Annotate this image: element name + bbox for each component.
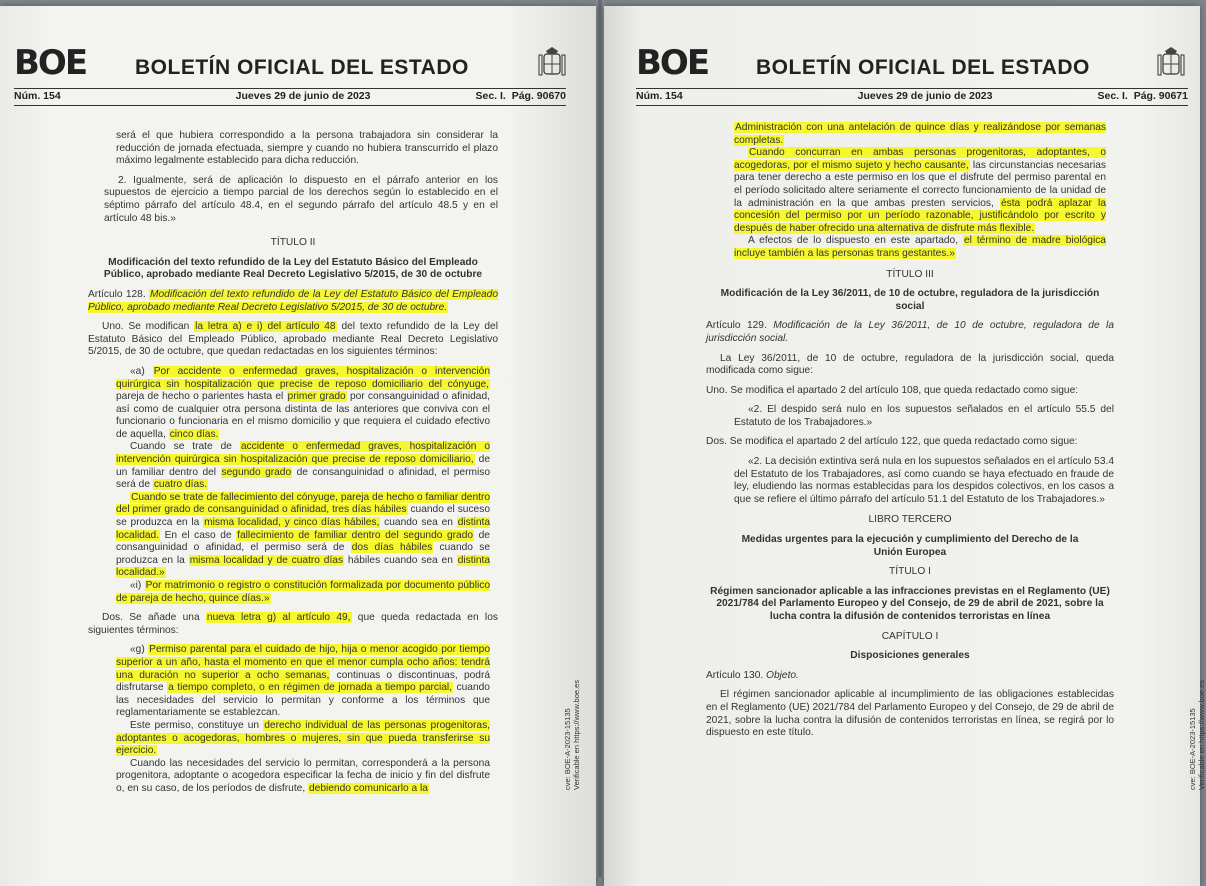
article-130: Artículo 130. Objeto. (706, 669, 799, 681)
issue-number: Núm. 154 (636, 90, 683, 102)
header-rule-bottom (636, 105, 1188, 106)
page-gutter (596, 0, 604, 877)
right-page (604, 6, 1206, 886)
header-rule (636, 88, 1188, 89)
quote-block (706, 122, 1114, 261)
paragraph: Cuando se trate de accidente o enfermedad graves, hospitalización o intervención quirúrgica sin hospitalización que precise de reposo domiciliario, de un familiar dentro del segundo grado de consanguinidad o afinidad, el permiso será de cuatro días. (116, 441, 490, 491)
section-title: TÍTULO I (889, 566, 931, 578)
masthead-title: BOLETÍN OFICIAL DEL ESTADO (135, 56, 469, 79)
paragraph: «a) Por accidente o enfermedad graves, hospitalización o intervención quirúrgica sin hospitalización que precise de reposo domiciliario del cónyuge, pareja de hecho o parientes hasta el primer grado por consanguinidad o afinidad, así como de cualquier otra persona distinta de las anteriores que conviva con el funcionario o funcionaria en el mismo domicilio y que requiera el cuidado efectivo de aquella, cinco días. (116, 365, 490, 440)
book-heading: Medidas urgentes para la ejecución y cumplimiento del Derecho de la Unión Europea (741, 534, 1079, 558)
boe-logo: BOE (636, 43, 709, 83)
quote-block (88, 644, 498, 795)
chapter-title: CAPÍTULO I (881, 630, 939, 642)
cve-note: cve: BOE-A-2023-15135 Verificable en https://www.boe.es (1188, 679, 1206, 790)
header-row (636, 90, 1188, 102)
issue-number: Núm. 154 (14, 90, 61, 102)
paragraph: «i) Por matrimonio o registro o constitución formalizada por documento público de pareja de hecho, quince días.» (116, 580, 490, 604)
paragraph: «2. La decisión extintiva será nula en los supuestos señalados en el artículo 53.4 del Estatuto de los Trabajadores, así como cuando se haya efectuado en fraude de ley, eludiendo las normas establecidas para los despidos colectivos, en los casos a que se refiere el último párrafo del artículo 51.1 del Estatuto de los Trabajadores.» (734, 456, 1114, 505)
quote-block (88, 366, 498, 605)
section-heading: Régimen sancionador aplicable a las infracciones previstas en el Reglamento (UE) 2021/784 del Parlamento Europeo y del Consejo, de 29 de abril de 2021, sobre la lucha contra la difusión de contenidos terroristas en línea (710, 585, 1110, 622)
paragraph: Cuando se trate de fallecimiento del cónyuge, pareja de hecho o familiar dentro del primer grado de consanguinidad o afinidad, tres días hábiles cuando el suceso se produzca en la misma localidad, y cinco días hábiles, cuando sea en distinta localidad. En el caso de fallecimiento de familiar dentro del segundo grado de consanguinidad o afinidad, el permiso será de dos días hábiles cuando se produzca en la misma localidad y de cuatro días hábiles cuando sea en distinta localidad.» (116, 491, 490, 579)
boe-logo: BOE (14, 43, 87, 83)
paragraph: Uno. Se modifica el apartado 2 del artículo 108, que queda redactado como sigue: (706, 384, 1079, 396)
section-title: TÍTULO II (270, 237, 316, 249)
paragraph: Cuando las necesidades del servicio lo permitan, corresponderá a la persona progenitora, adoptante o acogedora especificar la fecha de inicio y fin del disfrute o, en su caso, de los períodos de disfrute, debiendo comunicarlo a la (116, 757, 490, 794)
paragraph: «2. El despido será nulo en los supuestos señalados en el artículo 55.5 del Estatuto de los Trabajadores.» (734, 404, 1114, 428)
article-129: Artículo 129. Modificación de la Ley 36/2011, de 10 de octubre, reguladora de la jurisdicción social. (706, 320, 1114, 344)
paragraph: 2. Igualmente, será de aplicación lo dispuesto en el párrafo anterior en los supuestos de ejercicio a tiempo parcial de los derechos según lo establecido en el séptimo párrafo del artículo 48.4, en el segundo párrafo del artículo 48.5 y en el artículo 48 bis.» (104, 174, 498, 224)
left-page (0, 6, 596, 886)
paragraph: Cuando concurran en ambas personas progenitoras, adoptantes, o acogedoras, por el mismo sujeto y hecho causante, las circunstancias necesarias para tener derecho a este permiso en los que el disfrute del permiso parental en el período solicitado altere seriamente el correcto funcionamiento de la unidad de la administración en la que ambas presten servicios, ésta podrá aplazar la concesión del permiso por un período razonable, justificándolo por escrito y después de haber ofrecido una alternativa de disfrute más flexible. (734, 147, 1106, 234)
paragraph: A efectos de lo dispuesto en este apartado, el término de madre biológica incluye también a las personas trans gestantes.» (734, 235, 1106, 259)
book-title: LIBRO TERCERO (868, 514, 952, 526)
section-page: Sec. I. Pág. 90670 (475, 90, 566, 102)
masthead-title: BOLETÍN OFICIAL DEL ESTADO (756, 56, 1090, 79)
paragraph: Administración con una antelación de quince días y realizándose por semanas completas. (734, 122, 1106, 146)
section-title: TÍTULO III (886, 268, 934, 280)
paragraph: Dos. Se modifica el apartado 2 del artículo 122, que queda redactado como sigue: (706, 436, 1078, 448)
cve-note: cve: BOE-A-2023-15135 Verificable en https://www.boe.es (563, 679, 581, 790)
paragraph: Este permiso, constituye un derecho individual de las personas progenitoras, adoptantes o acogedoras, hombres o mujeres, sin que pueda transferirse su ejercicio. (116, 719, 491, 757)
left-body (88, 130, 498, 803)
coat-of-arms-icon (537, 46, 567, 82)
article-128: Artículo 128. Modificación del texto refundido de la Ley del Estatuto Básico del Empleado Público, aprobado mediante Real Decreto Legislativo 5/2015, de 30 de octubre. (88, 288, 498, 313)
right-body (706, 122, 1114, 747)
header-row (14, 90, 566, 102)
chapter-heading: Disposiciones generales (850, 650, 970, 662)
paragraph: La Ley 36/2011, de 10 de octubre, reguladora de la jurisdicción social, queda modificada como sigue: (706, 352, 1114, 377)
section-page: Sec. I. Pág. 90671 (1097, 90, 1188, 102)
paragraph: Uno. Se modifican la letra a) e i) del artículo 48 del texto refundido de la Ley del Estatuto Básico del Empleado Público, aprobado mediante Real Decreto Legislativo 5/2015, de 30 de octubre, que quedan redactadas en los siguientes términos: (88, 321, 498, 358)
paragraph: Dos. Se añade una nueva letra g) al artículo 49, que queda redactada en los siguientes términos: (88, 612, 498, 636)
issue-date: Jueves 29 de junio de 2023 (857, 90, 993, 102)
coat-of-arms-icon (1156, 46, 1186, 82)
paragraph: «g) Permiso parental para el cuidado de hijo, hija o menor acogido por tiempo superior a un año, hasta el momento en que el menor cumpla ocho años: tendrá una duración no superior a ocho semanas, continuas o discontinuas, podrá disfrutarse a tiempo completo, o en régimen de jornada a tiempo parcial, cuando las necesidades del servicio lo permitan y conforme a los términos que reglamentariamente se establezcan. (116, 644, 491, 719)
issue-date: Jueves 29 de junio de 2023 (235, 90, 371, 102)
section-heading: Modificación de la Ley 36/2011, de 10 de octubre, reguladora de la jurisdicción social (720, 288, 1100, 312)
header-rule-bottom (14, 105, 566, 106)
paragraph: El régimen sancionador aplicable al incumplimiento de las obligaciones establecidas en el Reglamento (UE) 2021/784 del Parlamento Europeo y del Consejo, de 29 de abril de 2021, sobre la lucha contra la difusión de contenidos terroristas en línea, se regirá por lo dispuesto en este título. (706, 689, 1114, 739)
header-rule (14, 88, 566, 89)
section-heading: Modificación del texto refundido de la Ley del Estatuto Básico del Empleado Público, aprobado mediante Real Decreto Legislativo 5/2015, de 30 de octubre (103, 256, 483, 281)
paragraph: será el que hubiera correspondido a la persona trabajadora sin considerar la reducción de jornada efectuada, siempre y cuando no hubiera transcurrido el plazo máximo legalmente establecido para dicha reducción. (116, 130, 498, 167)
